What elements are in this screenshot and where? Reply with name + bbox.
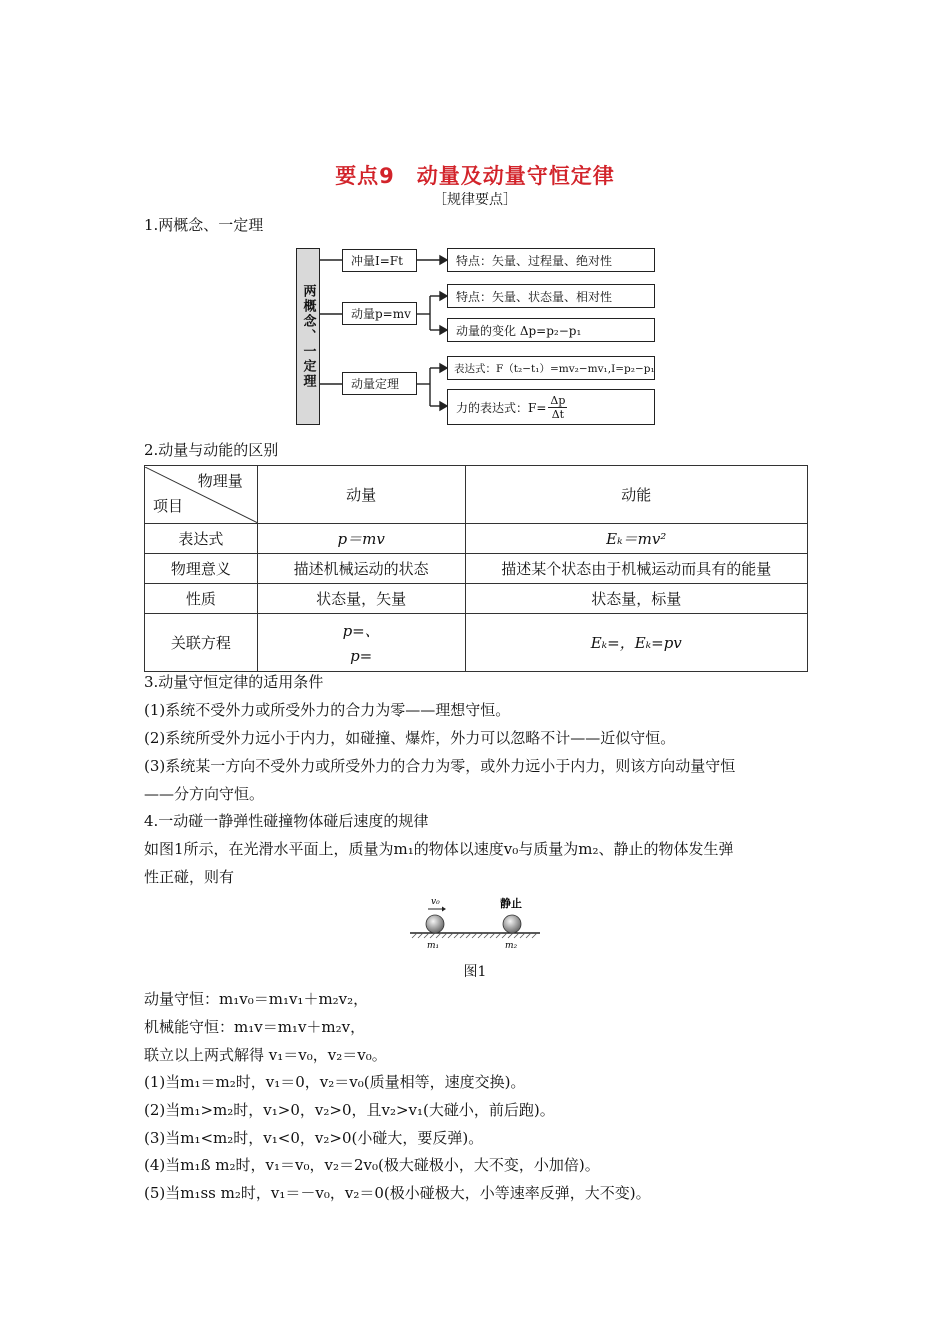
momentum-box (342, 302, 417, 325)
case-line: (1)当m₁＝m₂时，v₁＝0，v₂＝v₀(质量相等，速度交换)。 (144, 1073, 526, 1091)
table-diagonal-header-cell (145, 466, 258, 524)
section4-intro-line1: 如图1所示，在光滑水平面上，质量为m₁的物体以速度v₀与质量为m₂、静止的物体发生弹 (144, 840, 734, 858)
condition-item: (2)系统所受外力远小于内力，如碰撞、爆炸，外力可以忽略不计——近似守恒。 (144, 729, 676, 747)
equation-line: 机械能守恒：m₁v＝m₁v＋m₂v， (144, 1018, 366, 1036)
label-m1: m₁ (427, 941, 440, 951)
cell-momentum (257, 614, 465, 672)
force-fraction-numerator: Δp (550, 393, 566, 407)
table-row (145, 614, 808, 672)
force-expression-box (447, 389, 655, 425)
momentum-label: 动量p=mv (351, 307, 411, 321)
theorem-label: 动量定理 (351, 377, 400, 391)
momentum-trait-box (447, 284, 655, 308)
section3-heading: 3.动量守恒定律的适用条件 (144, 673, 324, 691)
impulse-box (342, 249, 417, 272)
cell-kinetic: 描述某个状态由于机械运动而具有的能量 (465, 554, 808, 584)
ball-m2 (503, 915, 521, 933)
impulse-trait-box (447, 248, 655, 272)
section1-heading: 1.两概念、一定理 (144, 216, 264, 234)
case-line: (4)当m₁ß m₂时，v₁＝v₀，v₂＝2v₀(极大碰极小，大不变，小加倍)。 (144, 1156, 600, 1174)
figure-caption: 图1 (463, 964, 487, 980)
label-v0: v₀ (431, 897, 440, 907)
table-row (145, 524, 808, 554)
page-subtitle: ［规律要点］ (433, 192, 517, 208)
case-line: (2)当m₁>m₂时，v₁>0，v₂>0，且v₂>v₁(大碰小，前后跑)。 (144, 1101, 555, 1119)
header-momentum: 动量 (257, 466, 465, 524)
theorem-expression-box (447, 356, 655, 380)
diagram-root-box (296, 248, 320, 425)
page-title: 要点9 动量及动量守恒定律 (335, 164, 615, 188)
cell-kinetic: Eₖ=，Eₖ=pv (465, 614, 808, 672)
cell-kinetic: Eₖ＝mv² (465, 524, 808, 554)
case-line: (5)当m₁ss m₂时，v₁＝－v₀，v₂＝0(极小碰极大，小等速率反弹，大不变)。 (144, 1184, 651, 1202)
condition-item: (3)系统某一方向不受外力或所受外力的合力为零，或外力远小于内力，则该方向动量守恒 (144, 757, 736, 775)
row-label: 性质 (145, 584, 258, 614)
ground-hatching (412, 933, 537, 938)
impulse-label: 冲量I=Ft (351, 254, 403, 268)
cell-kinetic: 状态量，标量 (465, 584, 808, 614)
velocity-arrowhead (442, 907, 446, 912)
section4-intro-line2: 性正碰，则有 (144, 868, 235, 886)
header-bottom-label: 项目 (153, 496, 184, 515)
table-row (145, 584, 808, 614)
cell-momentum: p＝mv (257, 524, 465, 554)
diagram-root-label: 两概念、一定理 (300, 284, 316, 389)
theorem-box (342, 372, 417, 395)
comparison-table (144, 465, 808, 672)
case-line: (3)当m₁<m₂时，v₁<0，v₂>0(小碰大，要反弹)。 (144, 1129, 484, 1147)
table-header-row (145, 466, 808, 524)
row-label: 关联方程 (145, 614, 258, 672)
condition-item: (1)系统不受外力或所受外力的合力为零——理想守恒。 (144, 701, 511, 719)
header-top-label: 物理量 (197, 471, 243, 490)
row-label: 物理意义 (145, 554, 258, 584)
impulse-trait-text: 特点：矢量、过程量、绝对性 (456, 253, 613, 268)
equation-line: 联立以上两式解得 v₁＝v₀，v₂＝v₀。 (144, 1046, 387, 1064)
ball-m1 (426, 915, 444, 933)
force-fraction (548, 394, 567, 421)
momentum-change-box (447, 318, 655, 342)
section4-heading: 4.一动碰一静弹性碰撞物体碰后速度的规律 (144, 812, 429, 830)
row-label: 表达式 (145, 524, 258, 554)
header-kinetic-energy: 动能 (465, 466, 808, 524)
cell-momentum-line1: p=、 (342, 622, 380, 640)
table-row (145, 554, 808, 584)
condition-item: ——分方向守恒。 (144, 785, 265, 803)
equation-line: 动量守恒：m₁v₀＝m₁v₁＋m₂v₂， (144, 990, 369, 1008)
force-expression-label: 力的表达式：F= (456, 400, 547, 415)
collision-figure (400, 893, 550, 953)
force-fraction-denominator: Δt (551, 407, 565, 421)
label-m2: m₂ (505, 941, 518, 951)
momentum-trait-text: 特点：矢量、状态量、相对性 (456, 289, 613, 304)
momentum-change-text: 动量的变化 Δp=p₂−p₁ (456, 323, 582, 338)
cell-momentum: 描述机械运动的状态 (257, 554, 465, 584)
cell-momentum: 状态量，矢量 (257, 584, 465, 614)
cell-momentum-line2: p= (350, 647, 373, 665)
section2-heading: 2.动量与动能的区别 (144, 441, 279, 459)
theorem-expression-text: 表达式：F（t₂−t₁）=mv₂−mv₁,I=p₂−p₁ (454, 362, 655, 375)
label-still: 静止 (500, 897, 522, 910)
